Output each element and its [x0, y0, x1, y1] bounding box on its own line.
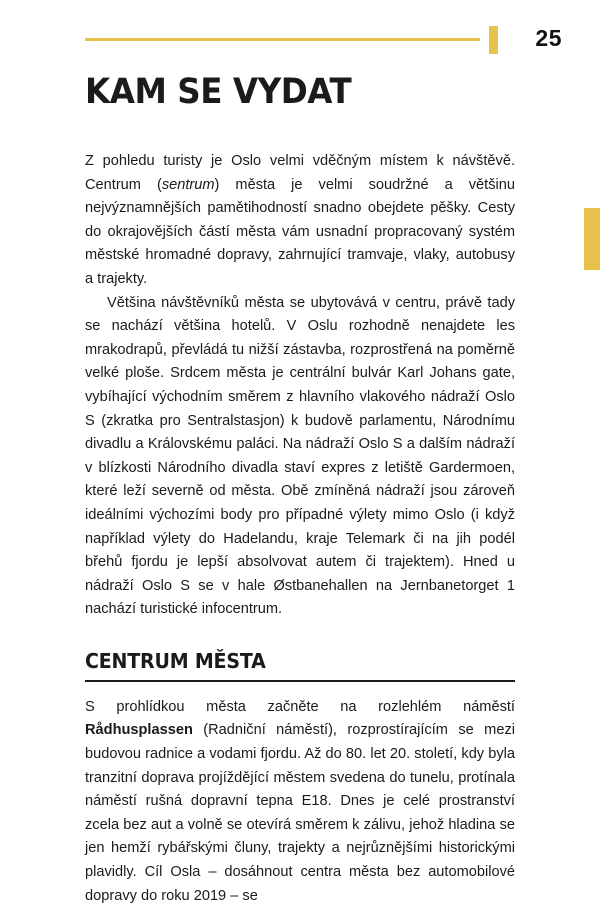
page-content — [85, 72, 515, 908]
edge-thumb-tab — [584, 208, 600, 270]
paragraph-intro — [85, 150, 515, 292]
header-rule — [85, 38, 480, 41]
paragraph-city-overview: Většina návštěvníků města se ubytovává v centru, právě tady se nachází většina hotelů. V Oslu rozhodně nenajdete les mrakodrapů, převládá tu nižší zástavba, rozprostřená na poměrně velké ploše. Srdcem města je centrální bulvár Karl Johans gate, vybíhající východním směrem z hlavního vlakového nádraží Oslo S (zkratka pro Sentralstasjon) k budově parlamentu, Národnímu divadlu a Královskému paláci. Na nádraží Oslo S a dalším nádraží v blízkosti Národního divadla staví expres z letiště Gardermoen, které leží severně od města. Obě zmíněná nádraží jsou zároveň ideálními výchozími body pro případné výlety mimo Oslo (i když například výlety do Hadelandu, kraje Telemark či na jih podél břehů fjordu je lepší absolvovat autem či trajektem). Hned u nádraží Oslo S se v hale Østbanehallen na Jernbanetorget 1 nachází turistické infocentrum. — [85, 294, 515, 618]
italic-term-sentrum: sentrum — [161, 176, 215, 193]
page-number: 25 — [535, 25, 562, 51]
page-title: KAM SE VYDAT — [85, 72, 352, 112]
place-name-radhusplassen: Rådhusplassen — [85, 722, 193, 739]
paragraph-intro-text: Z pohledu turisty je Oslo velmi vděčným místem k návštěvě. Centrum (sentrum) města je velmi soudržné a většinu nejvýznamnějších pamětihodností snadno obejdete pěšky. Cesty do okrajovějších částí města vám usnadní propracovaný systém městské hromadné dopravy, zahrnující tramvaje, vlaky, autobusy a trajekty. — [85, 153, 515, 287]
section-heading: CENTRUM MĚSTA — [85, 648, 266, 673]
paragraph-city-centre — [85, 696, 515, 908]
section-divider — [85, 680, 515, 682]
paragraph-city-centre-text: S prohlídkou města začněte na rozlehlém náměstí Rådhusplassen (Radniční náměstí), rozprostírajícím se mezi budovou radnice a vodami fjordu. Až do 80. let 20. století, kdy byla tranzitní doprava projíždějící městem svedena do tunelu, protínala náměstí rušná dopravní tepna E18. Dnes je celé prostranství zcela bez aut a volně se otevírá směrem k zálivu, jehož hladina se jen hemží rybářskými čluny, trajekty a nejrůznějšími historickými plavidly. Cíl Osla – dosáhnout centra města bez automobilové dopravy do roku 2019 – se — [85, 698, 515, 904]
header-tick-marker — [489, 26, 498, 54]
page-header — [85, 22, 562, 56]
